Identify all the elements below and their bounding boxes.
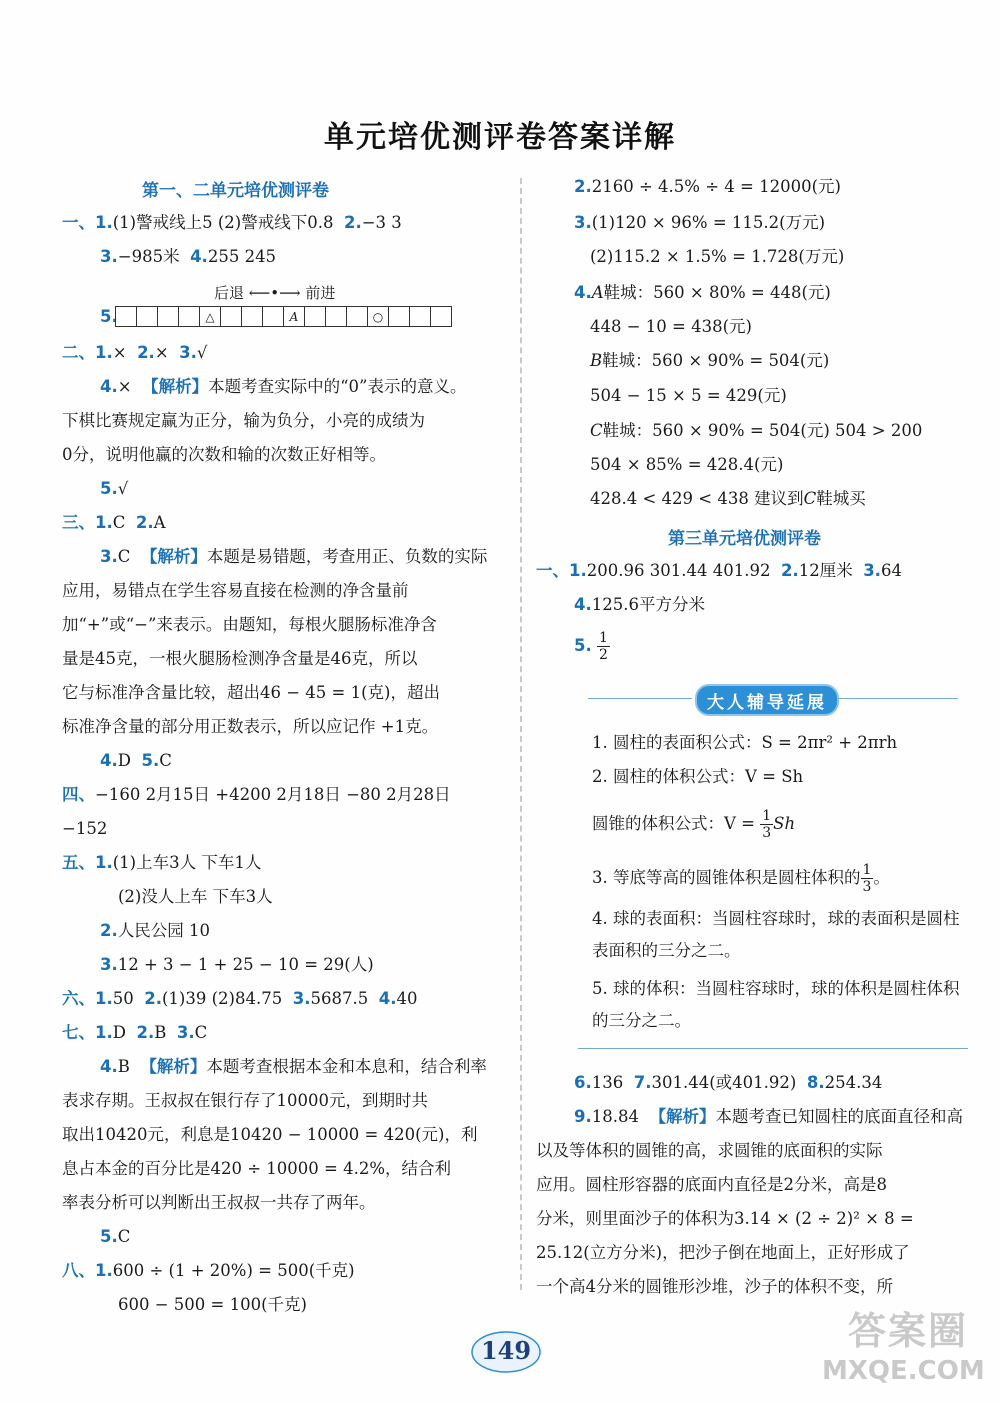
answer-text: 301.44(或401.92) bbox=[651, 1073, 797, 1092]
number-line-label: 后退 ⟵•⟶ 前进 bbox=[214, 284, 336, 302]
answer-line bbox=[574, 1106, 963, 1128]
formula-line: 2. 圆柱的体积公式：V = Sh bbox=[592, 767, 804, 786]
banner-label: 大人辅导延展 bbox=[695, 684, 839, 716]
answer-line: 息占本金的百分比是420 ÷ 10000 = 4.2%，结合利 bbox=[62, 1159, 452, 1178]
answer-text: 2160 ÷ 4.5% ÷ 4 = 12000(元) bbox=[591, 177, 841, 196]
answer-text: 428.4 < 429 < 438 建议到 bbox=[590, 489, 804, 508]
number-line-cell bbox=[115, 306, 137, 327]
answer-line bbox=[62, 342, 207, 364]
answer-line bbox=[100, 1056, 487, 1078]
numerator: 1 bbox=[862, 862, 872, 878]
answer-text: 鞋城：560 × 80% = 448(元) bbox=[603, 283, 831, 302]
fraction bbox=[597, 630, 610, 663]
answer-text: 254.34 bbox=[824, 1073, 883, 1092]
number-line-cell bbox=[262, 306, 284, 327]
answer-text: 12厘米 bbox=[798, 561, 853, 580]
answer-text: −985米 bbox=[117, 247, 180, 266]
analysis-tag: 【解析】 bbox=[649, 1107, 716, 1126]
answer-text: 50 bbox=[112, 989, 134, 1008]
answer-line bbox=[100, 750, 172, 772]
answer-text: 本题是易错题，考查用正、负数的实际 bbox=[206, 547, 488, 566]
item-number: 4. bbox=[100, 377, 118, 396]
number-line-cell bbox=[241, 306, 263, 327]
variable: A bbox=[591, 283, 604, 302]
denominator: 2 bbox=[599, 647, 608, 663]
answer-text: D bbox=[117, 751, 131, 770]
answer-line bbox=[574, 176, 841, 198]
formula-line bbox=[592, 862, 890, 895]
formula-text: 圆锥的体积公式：V = bbox=[592, 814, 761, 833]
variable: C bbox=[590, 421, 603, 440]
numerator: 1 bbox=[599, 630, 608, 646]
item-number: 3. bbox=[100, 955, 118, 974]
answer-text: C bbox=[159, 751, 172, 770]
number-line-cell: A bbox=[283, 306, 305, 327]
answer-line bbox=[574, 1072, 882, 1094]
answer-line: 表求存期。王叔叔在银行存了10000元，到期时共 bbox=[62, 1091, 428, 1110]
answer-text: 40 bbox=[396, 989, 418, 1008]
item-number: 2. bbox=[780, 561, 799, 580]
item-number: 4. bbox=[100, 1057, 118, 1076]
answer-text: (1)120 × 96% = 115.2(万元) bbox=[591, 213, 826, 232]
answer-text: 本题考查实际中的“0”表示的意义。 bbox=[208, 377, 467, 396]
item-number: 五、1. bbox=[62, 853, 113, 872]
answer-text: 125.6平方分米 bbox=[591, 595, 705, 614]
answer-text: B bbox=[117, 1057, 130, 1076]
answer-text: C bbox=[117, 1227, 131, 1246]
answer-line: 448 − 10 = 438(元) bbox=[590, 317, 752, 336]
answer-line: 率表分析可以判断出王叔叔一共存了两年。 bbox=[62, 1193, 376, 1212]
page-number-text: 149 bbox=[480, 1335, 532, 1365]
answer-text: −3 3 bbox=[361, 213, 402, 232]
answer-text: × bbox=[112, 343, 127, 362]
item-number: 3. bbox=[179, 343, 197, 362]
answer-line bbox=[62, 852, 261, 874]
answer-text: (1)上车3人 下车1人 bbox=[112, 853, 262, 872]
answer-line bbox=[590, 488, 866, 510]
number-line-boxes bbox=[116, 306, 452, 327]
answer-line bbox=[574, 630, 610, 663]
answer-text: 600 ÷ (1 + 20%) = 500(千克) bbox=[112, 1261, 355, 1280]
fraction bbox=[760, 808, 773, 841]
item-number: 二、1. bbox=[62, 343, 113, 362]
answer-line bbox=[574, 594, 705, 616]
section-heading-1: 第一、二单元培优测评卷 bbox=[142, 181, 329, 201]
item-number: 3. bbox=[100, 547, 118, 566]
formula-line: 5. 球的体积：当圆柱容球时，球的体积是圆柱体积 bbox=[592, 979, 960, 998]
item-number: 2. bbox=[343, 213, 362, 232]
item-number: 3. bbox=[176, 1023, 195, 1042]
number-line-cell bbox=[136, 306, 158, 327]
answer-text: (1)警戒线上5 (2)警戒线下0.8 bbox=[112, 213, 334, 232]
number-line-cell bbox=[220, 306, 242, 327]
item-number: 七、1. bbox=[62, 1023, 113, 1042]
answer-text: 鞋城：560 × 90% = 504(元) bbox=[602, 351, 830, 370]
item-number: 3. bbox=[863, 561, 881, 580]
answer-text: (1)39 (2)84.75 bbox=[162, 989, 283, 1008]
section-heading-2: 第三单元培优测评卷 bbox=[668, 529, 821, 549]
answer-line bbox=[100, 478, 128, 500]
answer-text: 136 bbox=[591, 1073, 624, 1092]
answer-line: 分米，则里面沙子的体积为3.14 × (2 ÷ 2)² × 8 = bbox=[536, 1209, 914, 1228]
fraction bbox=[861, 862, 874, 895]
item-number: 三、1. bbox=[62, 513, 113, 532]
answer-line bbox=[574, 282, 831, 304]
page-number bbox=[470, 1326, 542, 1374]
number-line-cell bbox=[409, 306, 431, 327]
item-number: 一、1. bbox=[536, 561, 587, 580]
answer-line: 加“+”或“−”来表示。由题知，每根火腿肠标准净含 bbox=[62, 615, 437, 634]
banner-bottom-line bbox=[578, 1048, 968, 1049]
answer-line: 量是45克，一根火腿肠检测净含量是46克，所以 bbox=[62, 649, 418, 668]
answer-line bbox=[62, 1022, 207, 1044]
analysis-tag: 【解析】 bbox=[140, 547, 207, 566]
answer-line bbox=[590, 350, 829, 372]
answer-line bbox=[100, 246, 276, 268]
answer-text: 255 245 bbox=[207, 247, 277, 266]
item-number: 8. bbox=[806, 1073, 825, 1092]
item-number: 一、1. bbox=[62, 213, 113, 232]
answer-line: 取出10420元，利息是10420 − 10000 = 420(元)，利 bbox=[62, 1125, 478, 1144]
answer-text: 人民公园 10 bbox=[117, 921, 210, 940]
answer-line: 以及等体积的圆锥的高，求圆锥的底面积的实际 bbox=[536, 1141, 883, 1160]
item-number: 2. bbox=[574, 177, 592, 196]
answer-text: C bbox=[194, 1023, 208, 1042]
formula-line: 的三分之二。 bbox=[592, 1011, 691, 1030]
item-number: 四、 bbox=[62, 785, 95, 804]
watermark-top: 答案圈 bbox=[848, 1309, 969, 1353]
answer-text: 本题考查根据本金和本息和，结合利率 bbox=[206, 1057, 487, 1076]
answer-line: 504 × 85% = 428.4(元) bbox=[590, 455, 784, 474]
number-line-cell bbox=[346, 306, 368, 327]
formula-line: 1. 圆柱的表面积公式：S = 2πr² + 2πrh bbox=[592, 733, 898, 752]
item-number: 2. bbox=[137, 343, 155, 362]
formula-text: Sh bbox=[773, 814, 796, 833]
answer-line bbox=[62, 1260, 355, 1282]
formula-line: 4. 球的表面积：当圆柱容球时，球的表面积是圆柱 bbox=[592, 909, 960, 928]
variable: B bbox=[590, 351, 603, 370]
number-line-cell bbox=[430, 306, 452, 327]
answer-line bbox=[100, 376, 466, 398]
answer-text: C bbox=[117, 547, 131, 566]
item-number: 5. bbox=[141, 751, 160, 770]
item-number: 2. bbox=[100, 921, 118, 940]
answer-line bbox=[62, 988, 417, 1010]
answer-line bbox=[62, 212, 402, 234]
formula-text: 。 bbox=[873, 868, 890, 887]
answer-text: 64 bbox=[880, 561, 902, 580]
denominator: 3 bbox=[862, 879, 872, 895]
answer-line bbox=[100, 954, 374, 976]
answer-line bbox=[590, 420, 922, 442]
answer-text: 200.96 301.44 401.92 bbox=[586, 561, 771, 580]
formula-line: 表面积的三分之二。 bbox=[592, 941, 741, 960]
answer-text: 18.84 bbox=[591, 1107, 639, 1126]
answer-text: 12 + 3 − 1 + 25 − 10 = 29(人) bbox=[117, 955, 374, 974]
answer-text: × bbox=[154, 343, 169, 362]
answer-line: 应用。圆柱形容器的底面内直径是2分米，高是8 bbox=[536, 1175, 887, 1194]
denominator: 3 bbox=[762, 825, 772, 841]
answer-line: (2)115.2 × 1.5% = 1.728(万元) bbox=[590, 247, 845, 266]
answer-text: C bbox=[112, 513, 126, 532]
item-number: 4. bbox=[574, 595, 592, 614]
item-number: 3. bbox=[292, 989, 311, 1008]
item-number: 六、1. bbox=[62, 989, 113, 1008]
tutor-banner bbox=[578, 684, 968, 714]
item-number: 5. bbox=[100, 1227, 118, 1246]
answer-text: −160 2月15日 +4200 2月18日 −80 2月28日 bbox=[95, 785, 451, 804]
answer-line bbox=[100, 546, 487, 568]
item-number: 3. bbox=[574, 213, 592, 232]
answer-line: 504 − 15 × 5 = 429(元) bbox=[590, 386, 787, 405]
answer-line: 600 − 500 = 100(千克) bbox=[118, 1295, 307, 1314]
page-title: 单元培优测评卷答案详解 bbox=[324, 120, 676, 155]
answer-text: B bbox=[154, 1023, 167, 1042]
answer-text: 鞋城买 bbox=[816, 489, 866, 508]
variable: C bbox=[803, 489, 817, 508]
item-number: 2. bbox=[135, 513, 154, 532]
formula-text: 3. 等底等高的圆锥体积是圆柱体积的 bbox=[592, 868, 861, 887]
answer-text: 鞋城：560 × 90% = 504(元) 504 > 200 bbox=[602, 421, 923, 440]
numerator: 1 bbox=[762, 808, 772, 824]
answer-line: 0分，说明他赢的次数和输的次数正好相等。 bbox=[62, 445, 386, 464]
item-number: 6. bbox=[574, 1073, 592, 1092]
number-line-cell bbox=[304, 306, 326, 327]
item-number: 4. bbox=[190, 247, 208, 266]
number-line-cell bbox=[157, 306, 179, 327]
column-divider bbox=[520, 178, 522, 1290]
analysis-tag: 【解析】 bbox=[140, 1057, 207, 1076]
watermark-bottom: MXQE.COM bbox=[822, 1356, 985, 1386]
item-number: 4. bbox=[378, 989, 397, 1008]
analysis-tag: 【解析】 bbox=[142, 377, 209, 396]
watermark-logo bbox=[800, 1300, 990, 1390]
banner-line-left bbox=[588, 698, 692, 699]
answer-line: 应用，易错点在学生容易直接在检测的净含量前 bbox=[62, 581, 409, 600]
answer-text: 本题考查已知圆柱的底面直径和高 bbox=[715, 1107, 963, 1126]
answer-text: D bbox=[112, 1023, 126, 1042]
number-line-cell: △ bbox=[199, 306, 221, 327]
answer-line: 它与标准净含量比较，超出46 − 45 = 1(克)，超出 bbox=[62, 683, 440, 702]
answer-line bbox=[100, 920, 210, 942]
answer-line: (2)没人上车 下车3人 bbox=[118, 887, 273, 906]
answer-text: √ bbox=[117, 479, 129, 498]
item-number: 5. bbox=[574, 636, 592, 655]
answer-line: 25.12(立方分米)，把沙子倒在地面上，正好形成了 bbox=[536, 1243, 910, 1262]
answer-text: √ bbox=[196, 343, 208, 362]
item-number: 3. bbox=[100, 247, 118, 266]
answer-line: 标准净含量的部分用正数表示，所以应记作 +1克。 bbox=[62, 717, 439, 736]
number-line-cell bbox=[388, 306, 410, 327]
banner-line-right bbox=[838, 698, 958, 699]
answer-line bbox=[536, 560, 902, 582]
answer-text: × bbox=[117, 377, 132, 396]
answer-line bbox=[100, 1226, 130, 1248]
number-line-cell bbox=[325, 306, 347, 327]
answer-text: 5687.5 bbox=[310, 989, 369, 1008]
item-number: 7. bbox=[633, 1073, 652, 1092]
item-number: 2. bbox=[136, 1023, 155, 1042]
item-number: 八、1. bbox=[62, 1261, 113, 1280]
item-number: 2. bbox=[144, 989, 162, 1008]
answer-line bbox=[574, 212, 825, 234]
answer-text: A bbox=[153, 513, 166, 532]
number-line-cell bbox=[178, 306, 200, 327]
item-number: 5. bbox=[100, 479, 118, 498]
answer-line: −152 bbox=[62, 819, 108, 838]
answer-line bbox=[62, 784, 451, 806]
number-line-cell: ○ bbox=[367, 306, 389, 327]
item-number: 9. bbox=[574, 1107, 592, 1126]
answer-line bbox=[62, 512, 166, 534]
formula-line bbox=[592, 808, 795, 841]
item-number: 4. bbox=[100, 751, 118, 770]
answer-line: 下棋比赛规定赢为正分，输为负分，小亮的成绩为 bbox=[62, 411, 425, 430]
answer-line: 一个高4分米的圆锥形沙堆，沙子的体积不变，所 bbox=[536, 1277, 893, 1296]
item-number: 5. bbox=[100, 307, 118, 326]
item-number: 4. bbox=[574, 283, 592, 302]
